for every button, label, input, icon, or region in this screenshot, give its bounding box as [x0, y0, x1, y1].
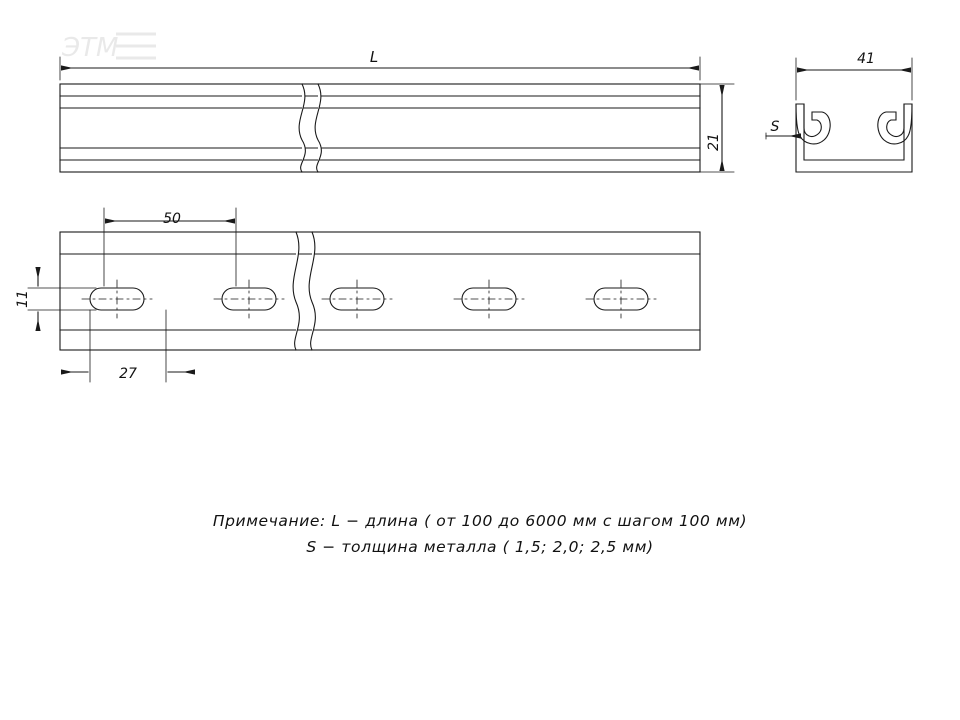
note-line-length: Примечание: L − длина ( от 100 до 6000 мм с шагом 100 мм): [212, 512, 748, 530]
slot-centerlines: [82, 280, 656, 318]
side-view-profile: [60, 84, 700, 172]
drawing-notes: [0, 508, 960, 560]
dimension-label-pitch: 50: [163, 211, 181, 227]
top-view-break-symbol: [293, 232, 315, 350]
dimension-label-slot-length: 27: [119, 366, 137, 382]
cross-section-profile: [796, 104, 912, 172]
dimension-label-width: 41: [857, 51, 875, 67]
dimension-label-slot-height: 11: [15, 290, 31, 308]
dimension-width-41: [796, 58, 912, 100]
side-view-break-symbol: [299, 84, 321, 172]
dimension-height-21: [700, 84, 734, 172]
dimension-label-height: 21: [706, 133, 722, 151]
dimension-length: [60, 57, 700, 80]
dimension-label-length: L: [369, 48, 379, 66]
note-line-thickness: S − толщина металла ( 1,5; 2,0; 2,5 мм): [306, 538, 654, 556]
dimension-label-thickness: S: [770, 119, 780, 135]
watermark-text: ЭТМ: [62, 33, 119, 63]
